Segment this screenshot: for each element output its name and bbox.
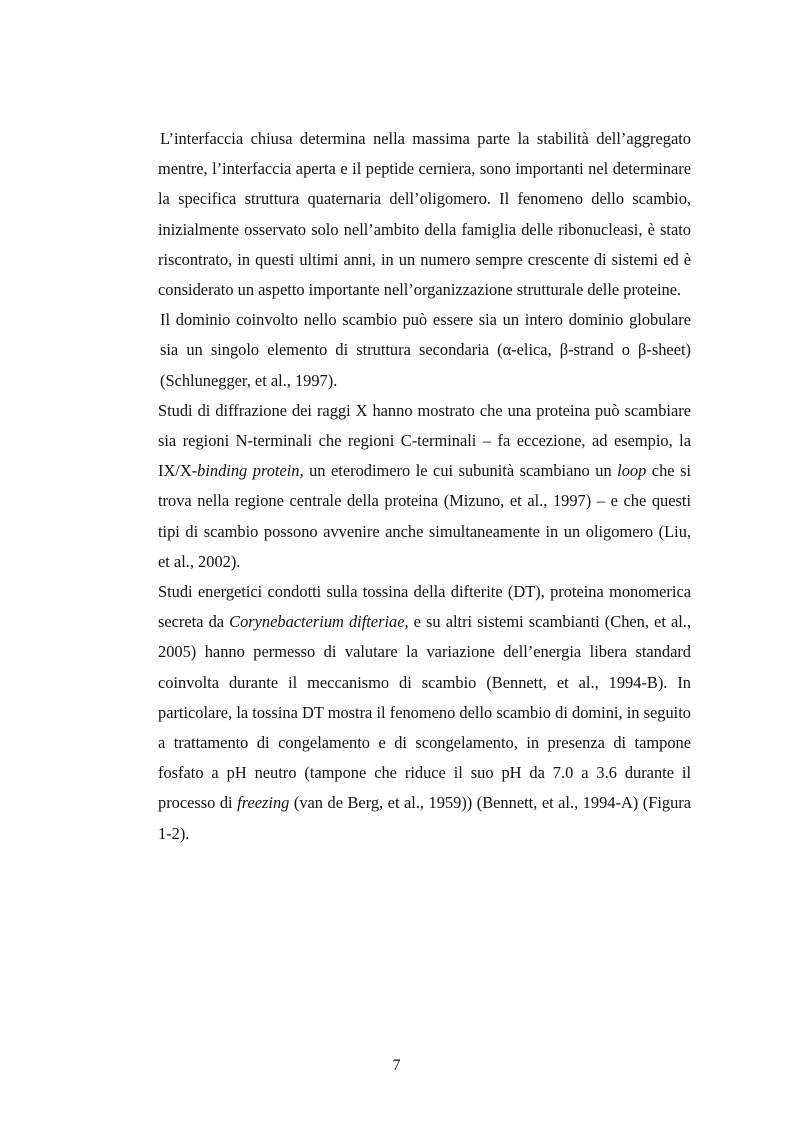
text-segment: Studi energetici condotti sulla tossina della difterite (DT), proteina monomerica secreta da bbox=[158, 582, 691, 632]
text-segment: L’interfaccia chiusa determina nella massima parte la stabilità dell’aggregato mentre, l’interfaccia aperta e il peptide cerniera, sono importanti nel determinare la specifica struttura quaternaria dell’oligomero. Il fenomeno dello scambio, inizialmente osservato solo nell’ambito della famiglia delle ribonucleasi, è stato riscontrato, in questi ultimi anni, in un numero sempre crescente di sistemi ed è considerato un aspetto importante nell’organizzazione strutturale delle proteine. bbox=[158, 129, 691, 300]
text-segment: e su altri sistemi scambianti (Chen, et al., 2005) hanno permesso di valutare la variazione dell’energia libera standard coinvolta durante il meccanismo di scambio (Bennett, et al., 1994-B). In particolare, la tossina DT mostra il fenomeno dello scambio di domini, in seguito a trattamento di congelamento e di scongelamento, in presenza di tampone fosfato a pH neutro (tampone che riduce il suo pH da 7.0 a 3.6 durante il processo di bbox=[158, 612, 691, 813]
text-segment: (van de Berg, et al., 1959)) (Bennett, et al., 1994-A) (Figura 1-2). bbox=[158, 793, 692, 843]
body-text bbox=[158, 124, 691, 849]
text-segment: Studi di diffrazione dei raggi X hanno mostrato che una proteina può scambiare sia regioni N-terminali che regioni C-terminali – fa eccezione, ad esempio, la IX/X- bbox=[158, 400, 691, 481]
paragraph-1 bbox=[158, 124, 691, 305]
paragraph-4 bbox=[158, 577, 691, 849]
paragraph-3 bbox=[158, 396, 691, 577]
italic-term: freezing bbox=[237, 793, 290, 813]
italic-term: loop bbox=[617, 461, 647, 481]
text-segment: che si trova nella regione centrale della proteina (Mizuno, et al., 1997) – e che questi tipi di scambio possono avvenire anche simultaneamente in un oligomero (Liu, et al., 2002). bbox=[158, 461, 691, 571]
page-number: 7 bbox=[392, 1057, 401, 1074]
paragraph-2 bbox=[158, 305, 691, 396]
text-segment: un eterodimero le cui subunità scambiano un bbox=[303, 461, 618, 481]
italic-term: Corynebacterium difteriae, bbox=[229, 612, 409, 632]
text-segment: Il dominio coinvolto nello scambio può essere sia un intero dominio globulare sia un singolo elemento di struttura secondaria (α-elica, β-strand o β-sheet) (Schlunegger, et al., 1997). bbox=[160, 310, 691, 390]
italic-term: binding protein, bbox=[197, 461, 304, 481]
